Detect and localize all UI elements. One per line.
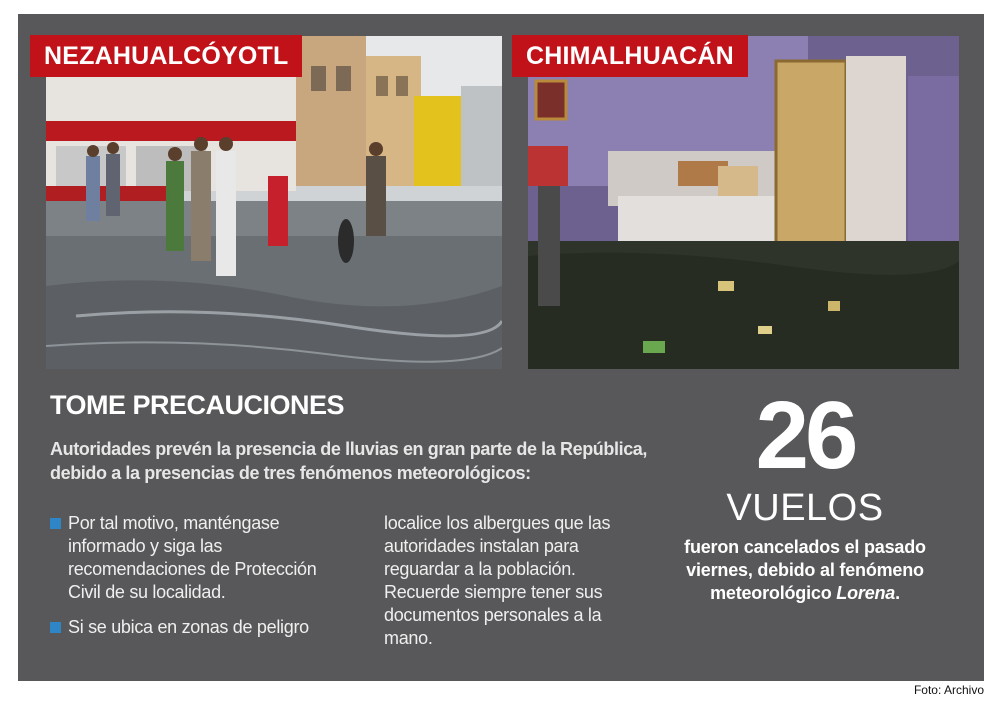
stat-unit: VUELOS (726, 487, 884, 529)
photo-chimalhuacan (528, 36, 959, 369)
photo-nezahualcoyotl (46, 36, 502, 369)
stat-description-end: . (895, 583, 900, 603)
stat-description-text: fueron cancelados el pasado viernes, debido al fenómeno meteorológico (684, 537, 926, 603)
bullet-item (50, 512, 335, 604)
lead-paragraph: Autoridades prevén la presencia de lluvias en gran parte de la República, debido a la presencias de tres fenómenos meteorológicos: (50, 439, 648, 483)
stat-number: 26 (755, 382, 855, 489)
square-bullet-icon (50, 622, 61, 633)
photo-tag-chimalhuacan: CHIMALHUACÁN (512, 35, 748, 77)
photo-credit: Foto: Archivo (913, 683, 984, 697)
photo-tag-nezahualcoyotl: NEZAHUALCÓYOTL (30, 35, 302, 77)
bullet-column (50, 512, 335, 651)
continuation-column: localice los albergues que las autoridades instalan para reguardar a la población. Recuerde siempre tener sus documentos personales a la mano. (384, 513, 611, 648)
stat-description-italic: Lorena (836, 583, 896, 603)
bullet-text: Si se ubica en zonas de peligro (68, 617, 309, 637)
section-heading: TOME PRECAUCIONES (50, 390, 345, 420)
square-bullet-icon (50, 518, 61, 529)
bullet-item (50, 616, 335, 639)
stat-description (660, 536, 950, 605)
bullet-text: Por tal motivo, manténgase informado y siga las recomendaciones de Protección Civil de su localidad. (68, 513, 317, 602)
